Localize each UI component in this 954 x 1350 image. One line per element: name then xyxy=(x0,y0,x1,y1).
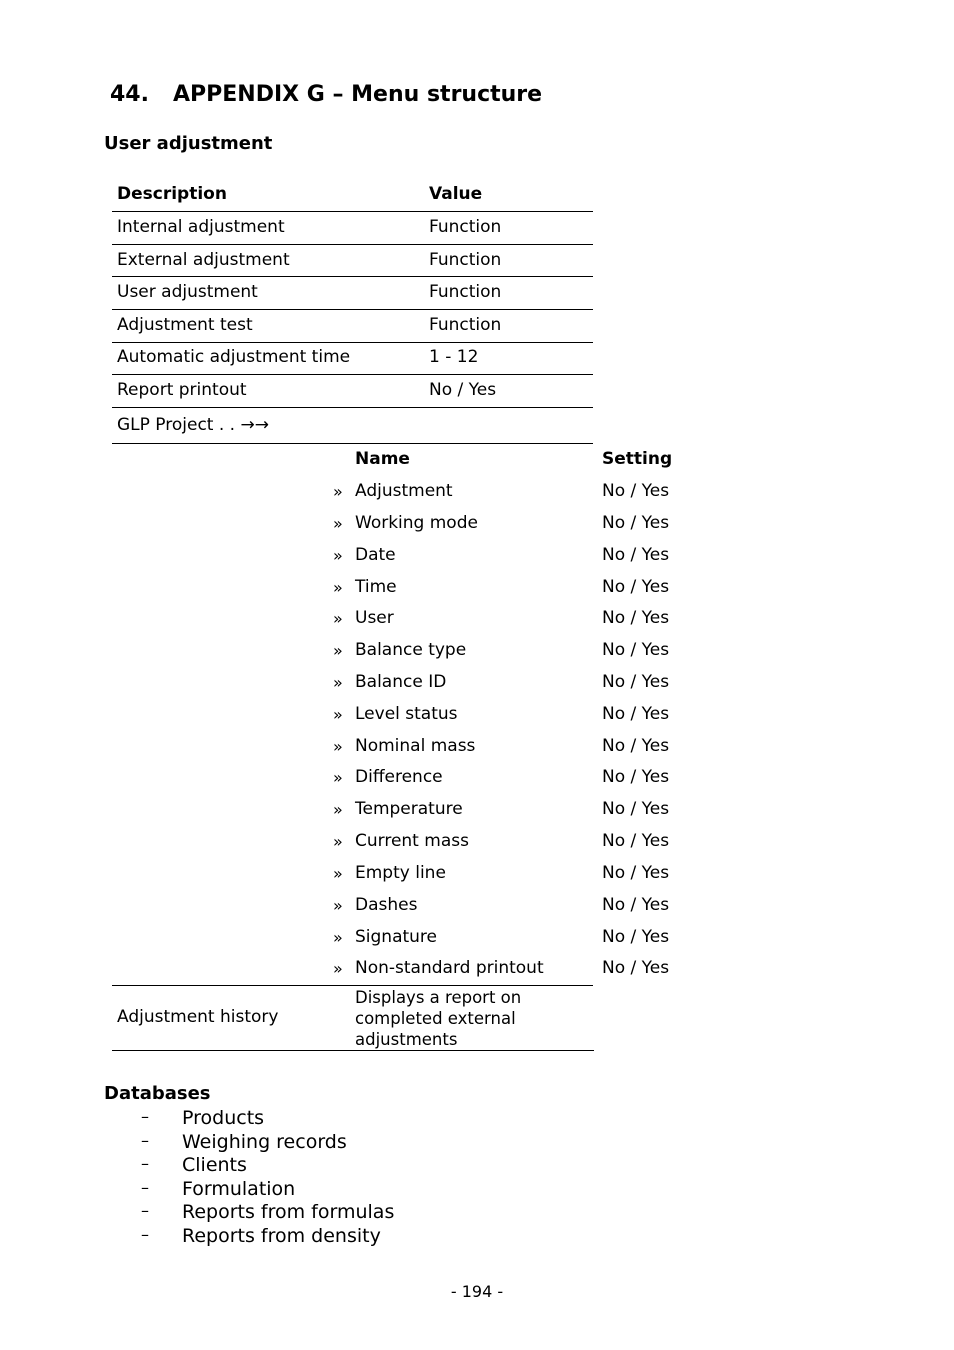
row-value: Function xyxy=(429,315,502,335)
glp-item xyxy=(0,733,954,765)
glp-item-name: Date xyxy=(355,545,396,565)
row-description: Report printout xyxy=(117,380,247,400)
glp-item-setting: No / Yes xyxy=(602,608,670,628)
row-description: External adjustment xyxy=(117,250,290,270)
bullet-marker: » xyxy=(333,832,343,851)
glp-item-name: Balance ID xyxy=(355,672,447,692)
glp-project-label: GLP Project . . →→ xyxy=(117,415,269,435)
glp-item-name: Difference xyxy=(355,767,443,787)
bullet-marker: » xyxy=(333,800,343,819)
row-value: No / Yes xyxy=(429,380,497,400)
glp-item xyxy=(0,955,954,987)
table-divider xyxy=(112,309,593,310)
dash-marker: – xyxy=(141,1130,149,1150)
glp-item-setting: No / Yes xyxy=(602,672,670,692)
glp-item xyxy=(0,542,954,574)
glp-item-name: Dashes xyxy=(355,895,418,915)
row-description: Automatic adjustment time xyxy=(117,347,351,367)
user-adjustment-title: User adjustment xyxy=(104,133,273,154)
glp-item-setting: No / Yes xyxy=(602,704,670,724)
glp-column-setting: Setting xyxy=(602,449,673,469)
glp-item-setting: No / Yes xyxy=(602,545,670,565)
glp-item-setting: No / Yes xyxy=(602,767,670,787)
glp-item-name: Level status xyxy=(355,704,458,724)
dash-marker: – xyxy=(141,1107,149,1126)
glp-item-setting: No / Yes xyxy=(602,481,670,501)
dash-marker: – xyxy=(141,1201,149,1220)
glp-item-setting: No / Yes xyxy=(602,895,670,915)
column-header-description: Description xyxy=(117,184,227,204)
glp-item-name: Current mass xyxy=(355,831,469,851)
bullet-marker: » xyxy=(333,641,343,660)
glp-item-name: Working mode xyxy=(355,513,478,533)
glp-item-name: Balance type xyxy=(355,640,467,660)
glp-item xyxy=(0,637,954,669)
bullet-marker: » xyxy=(333,673,343,692)
glp-item-name: Temperature xyxy=(355,799,463,819)
bullet-marker: » xyxy=(333,609,343,628)
glp-item xyxy=(0,796,954,828)
glp-item-name: Non-standard printout xyxy=(355,958,544,978)
list-item-label: Weighing records xyxy=(182,1130,347,1153)
glp-item xyxy=(0,860,954,892)
page-number: - 194 - xyxy=(450,1282,504,1301)
glp-item-name: Nominal mass xyxy=(355,736,476,756)
glp-item xyxy=(0,574,954,606)
glp-item xyxy=(0,510,954,542)
table-divider xyxy=(112,276,593,277)
glp-item-setting: No / Yes xyxy=(602,831,670,851)
glp-item-setting: No / Yes xyxy=(602,513,670,533)
table-divider xyxy=(112,443,593,444)
glp-item-name: Adjustment xyxy=(355,481,453,501)
glp-item xyxy=(0,605,954,637)
databases-title: Databases xyxy=(104,1083,211,1104)
table-divider xyxy=(112,211,593,212)
bullet-marker: » xyxy=(333,928,343,947)
page-title: APPENDIX G – Menu structure xyxy=(173,82,543,107)
row-value: Function xyxy=(429,217,502,237)
bullet-marker: » xyxy=(333,959,343,978)
section-number: 44. xyxy=(110,82,149,107)
dash-marker: – xyxy=(141,1154,149,1173)
list-item-label: Products xyxy=(182,1107,265,1129)
row-description: User adjustment xyxy=(117,282,258,302)
glp-item-setting: No / Yes xyxy=(602,799,670,819)
dash-marker: – xyxy=(141,1177,149,1197)
glp-item xyxy=(0,478,954,510)
glp-column-name: Name xyxy=(355,449,410,469)
table-divider xyxy=(112,407,593,408)
history-description: Displays a report on completed external adjustments xyxy=(355,988,522,1049)
row-value: Function xyxy=(429,282,502,302)
row-value: 1 - 12 xyxy=(429,347,479,367)
bullet-marker: » xyxy=(333,737,343,756)
glp-item xyxy=(0,701,954,733)
table-divider xyxy=(112,1050,594,1051)
glp-item xyxy=(0,828,954,860)
table-divider xyxy=(112,374,593,375)
bullet-marker: » xyxy=(333,546,343,565)
bullet-marker: » xyxy=(333,514,343,533)
bullet-marker: » xyxy=(333,896,343,915)
table-divider xyxy=(112,985,593,986)
glp-item-setting: No / Yes xyxy=(602,863,670,883)
glp-item xyxy=(0,924,954,956)
table-divider xyxy=(112,342,593,343)
bullet-marker: » xyxy=(333,578,343,597)
bullet-marker: » xyxy=(333,768,343,787)
row-description: Adjustment test xyxy=(117,315,253,335)
column-header-value: Value xyxy=(429,184,483,204)
glp-item-name: Signature xyxy=(355,927,438,947)
bullet-marker: » xyxy=(333,482,343,501)
row-value: Function xyxy=(429,250,502,270)
bullet-marker: » xyxy=(333,705,343,724)
table-divider xyxy=(112,244,593,245)
glp-item xyxy=(0,892,954,924)
list-item-label: Reports from density xyxy=(182,1224,381,1247)
row-description: Internal adjustment xyxy=(117,217,285,237)
list-item-label: Reports from formulas xyxy=(182,1201,395,1223)
list-item-label: Formulation xyxy=(182,1177,296,1200)
glp-item xyxy=(0,764,954,796)
glp-item-name: Empty line xyxy=(355,863,446,883)
glp-item-setting: No / Yes xyxy=(602,577,670,597)
glp-item-setting: No / Yes xyxy=(602,958,670,978)
bullet-marker: » xyxy=(333,864,343,883)
glp-item-setting: No / Yes xyxy=(602,640,670,660)
glp-item-name: Time xyxy=(355,577,397,597)
list-item-label: Clients xyxy=(182,1154,247,1176)
history-label: Adjustment history xyxy=(117,1007,279,1027)
glp-item-setting: No / Yes xyxy=(602,736,670,756)
glp-item xyxy=(0,669,954,701)
dash-marker: – xyxy=(141,1224,149,1244)
glp-item-setting: No / Yes xyxy=(602,927,670,947)
glp-item-name: User xyxy=(355,608,394,628)
